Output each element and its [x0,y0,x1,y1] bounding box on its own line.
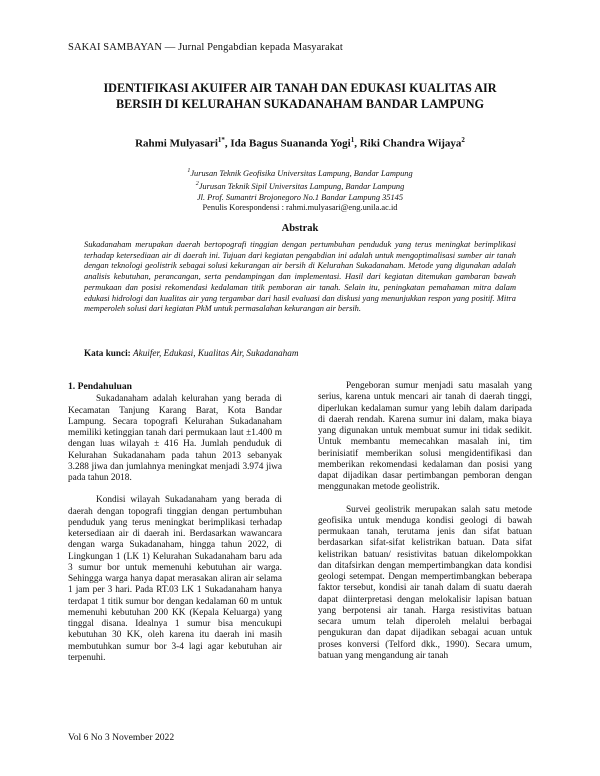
author-1-sup: 1* [217,136,225,144]
title-line-1: IDENTIFIKASI AKUIFER AIR TANAH DAN EDUKASI KUALITAS AIR [103,81,497,95]
affiliation-1: $^1$Jurusan Teknik Geofisika Universitas Lampung, Bandar Lampung [187,168,413,178]
section-title-pendahuluan: 1. Pendahuluan [68,381,132,392]
right-column [318,381,532,673]
left-column [68,381,282,675]
paragraph: Sukadanaham adalah kelurahan yang berada di Kecamatan Tanjung Karang Barat, Kota Bandar Lampung. Secara topografi Kelurahan Sukadanaham memiliki ketinggian tanah dari permukaan laut ±1.400 m dengan luas wilayah ± 416 Ha. Jumlah penduduk di Kelurahan Sukadanaham pada tahun 2013 sebanyak 3.288 jiwa dan jumlahnya meningkat menjadi 3.974 jiwa pada tahun 2018. [68,394,282,483]
author-2: , Ida Bagus Suananda Yogi [224,137,351,150]
abstract-heading: Abstrak [281,223,319,234]
keywords-value: Akuifer, Edukasi, Kualitas Air, Sukadanaham [133,348,299,358]
journal-header: SAKAI SAMBAYAN — Jurnal Pengabdian kepada Masyarakat [68,42,343,53]
title-line-2: BERSIH DI KELURAHAN SUKADANAHAM BANDAR LAMPUNG [115,97,484,111]
corresponding-author: Penulis Korespondensi : rahmi.mulyasari@eng.unila.ac.id [202,203,398,213]
paragraph: Kondisi wilayah Sukadanaham yang berada di daerah dengan topografi tinggian dengan pertumbuhan penduduk yang terus meningkat berimplikasi terhadap ketersediaan air di daerah ini. Berdasarkan wawancara dengan warga Sukadanaham, hingga tahun 2022, di Lingkungan 1 (LK 1) Kelurahan Sukadanaham baru ada 3 sumur bor untuk memenuhi kebutuhan air warga. Sehingga warga hanya dapat merasakan aliran air selama 1 jam per 3 hari. Pada RT.03 LK 1 Sukadanaham hanya terdapat 1 titik sumur bor dengan kedalaman 60 m untuk memenuhi kebutuhan 200 KK (Kepala Keluarga) yang tinggal disana. Idealnya 1 sumur bisa mencukupi kebutuhan 30 KK, oleh karena itu daerah ini masih membutuhkan sumur bor 3-4 lagi agar kebutuhan air terpenuhi. [68,495,282,663]
author-2-sup: 1 [350,136,355,144]
affiliation-address: Jl. Prof. Sumantri Brojonegoro No.1 Bandar Lampung 35145 [196,192,404,202]
affiliation-2: $^2$Jurusan Teknik Sipil Universitas Lampung, Bandar Lampung [195,181,405,192]
keywords [84,348,516,358]
author-3: , Riki Chandra Wijaya [354,137,462,150]
paper-title [70,80,530,112]
author-list [60,136,540,150]
affiliations [60,166,540,214]
paragraph: Survei geolistrik merupakan salah satu metode geofisika untuk menduga kondisi geologi di bawah permukaan tanah, terutama jenis dan sifat batuan berdasarkan sifat-sifat kelistrikan batuan. Data sifat kelistrikan batuan/ resistivitas batuan dikelompokkan dan ditafsirkan dengan mempertimbangkan data kondisi geologi setempat. Dengan mempertimbangkan beberapa faktor tersebut, kondisi air tanah dalam di suatu daerah dapat diinterpretasi dengan melokalisir lapisan batuan yang berpotensi air tanah. Harga resistivitas batuan secara umum telah diperoleh melalui berbagai pengukuran dan dapat dijadikan sebagai acuan untuk proses konversi (Telford dkk., 1990). Secara umum, batuan yang mengandung air tanah [318,504,532,661]
keywords-label: Kata kunci: [84,348,131,358]
abstract-text: Sukadanaham merupakan daerah bertopografi tinggian dengan pertumbuhan penduduk yang terus meningkat berimplikasi terhadap ketersediaan air di daerah ini. Tujuan dari kegiatan pengabdian ini adalah untuk mengoptimalisasi sumber air tanah dengan teknologi geolistrik sebagai solusi kekurangan air bersih di Kelurahan Sukadanaham. Metode yang digunakan adalah analisis kebutuhan, perancangan, serta pendampingan dan implementasi. Hasil dari kegiatan ditemukan gambaran bawah permukaan dan posisi rekomendasi kedalaman titik pemboran air tanah. Selain itu, peningkatan pemahaman mitra dalam edukasi hidrologi dan kualitas air yang tergambar dari hasil evaluasi dan diskusi yang menunjukkan respon yang positif. Mitra memperoleh solusi dari kegiatan PkM untuk permasalahan kekurangan air bersih. [84,240,516,314]
author-1: Rahmi Mulyasari [135,137,218,150]
author-3-sup: 2 [461,136,465,144]
issue-footer: Vol 6 No 3 November 2022 [68,732,175,743]
paragraph: Pengeboran sumur menjadi satu masalah yang serius, karena untuk mencari air tanah di daerah tinggi, diperlukan kedalaman sumur yang lebih dalam daripada di daerah rendah. Karena sumur ini dalam, maka biaya yang digunakan untuk membuat sumur ini tidak sedikit. Untuk membantu memecahkan masalah ini, tim berinisiatif memberikan solusi mengidentifikasi dan memberikan rekomendasi kedalaman dan posisi yang dapat dijadikan dasar pertimbangan pemboran dengan menggunakan metode geolistrik. [318,381,532,493]
